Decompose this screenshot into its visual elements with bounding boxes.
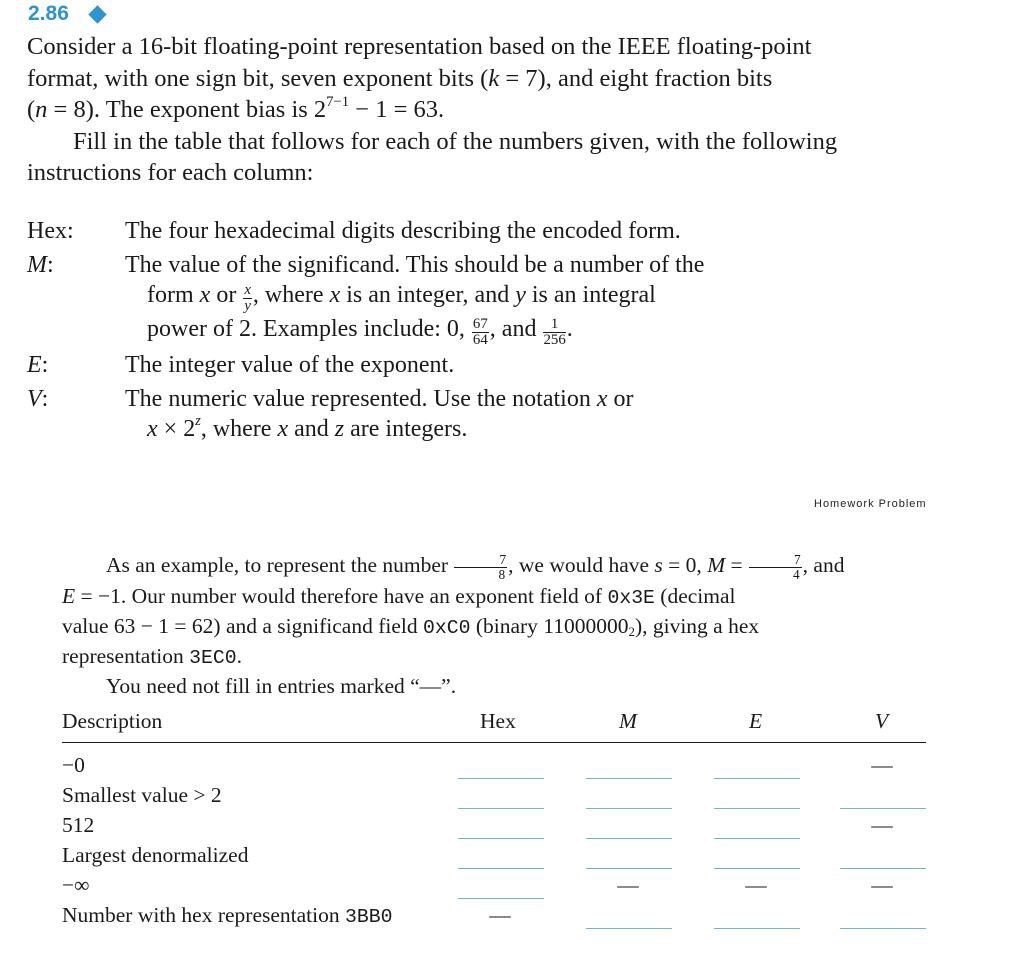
intro-line-3: (n = 8). The exponent bias is $2^{7-1} - 1 = 63$. <box>27 93 445 123</box>
e-answer-blank[interactable] <box>714 778 800 779</box>
fraction-7-4: $\frac{7}{4}$ <box>749 553 802 582</box>
m-answer-blank[interactable] <box>586 868 672 869</box>
v-not-required-dash: — <box>871 813 893 837</box>
example-line-3: value 63 − 1 = 62) and a significand field 0xC0 (binary $11000000_2$), giving a hex <box>62 614 760 640</box>
table-row <box>62 843 926 873</box>
example-line-4: representation 3EC0. <box>62 644 242 670</box>
table-row <box>62 783 926 813</box>
example-line-1: As an example, to represent the number $\frac{7}{8}$ , we would have s = 0, M = $\frac{7}{4}$ , and <box>106 552 845 583</box>
v-answer-blank[interactable] <box>840 868 926 869</box>
v-answer-blank[interactable] <box>840 928 926 929</box>
table-row <box>62 813 926 843</box>
fraction-67-64: $\frac{67}{64}$ <box>472 315 488 349</box>
def-hex <box>27 218 827 252</box>
footer-fragment: Homework Problem <box>814 498 927 510</box>
fraction-x-over-y: $\frac{x}{y}$ <box>244 281 251 315</box>
hex-answer-blank[interactable] <box>458 898 544 899</box>
def-text-hex: The four hexadecimal digits describing the encoded form. <box>125 218 681 244</box>
hex-answer-blank[interactable] <box>458 808 544 809</box>
table-row <box>62 873 926 903</box>
def-term-v: V: <box>27 386 49 412</box>
header-hex: Hex <box>480 709 516 733</box>
intro-line-4: Fill in the table that follows for each of the numbers given, with the following <box>73 127 838 155</box>
def-e <box>27 352 827 386</box>
header-description: Description <box>62 709 163 733</box>
intro-line-2: format, with one sign bit, seven exponent bits (k = 7), and eight fraction bits <box>27 64 773 92</box>
fraction-7-8: $\frac{7}{8}$ <box>454 553 507 582</box>
def-text-m-3: power of 2. Examples include: 0, $\frac{67}{64}$ , and $\frac{1}{256}$ . <box>147 315 573 349</box>
header-m: M <box>619 709 637 733</box>
e-answer-blank[interactable] <box>714 808 800 809</box>
hex-not-required-dash: — <box>489 903 511 927</box>
header-e: E <box>749 709 763 733</box>
m-answer-blank[interactable] <box>586 838 672 839</box>
m-answer-blank[interactable] <box>586 778 672 779</box>
m-answer-blank[interactable] <box>586 928 672 929</box>
m-answer-blank[interactable] <box>586 808 672 809</box>
def-text-v-1: The numeric value represented. Use the notation x or <box>125 386 634 412</box>
row-description: −∞ <box>62 873 90 897</box>
def-text-v-2: $x \times 2^z$, where x and z are integers. <box>147 413 468 442</box>
hex-answer-blank[interactable] <box>458 778 544 779</box>
e-answer-blank[interactable] <box>714 928 800 929</box>
example-line-2: E = −1. Our number would therefore have an exponent field of 0x3E (decimal <box>62 584 736 610</box>
v-not-required-dash: — <box>871 753 893 777</box>
intro-line-1: Consider a 16-bit floating-point representation based on the IEEE floating-point <box>27 33 812 60</box>
table-row <box>62 903 926 933</box>
row-description: Number with hex representation 3BB0 <box>62 903 393 928</box>
v-answer-blank[interactable] <box>840 808 926 809</box>
column-definitions <box>27 218 827 450</box>
hex-answer-blank[interactable] <box>458 868 544 869</box>
def-text-m-1: The value of the significand. This should be a number of the <box>125 252 705 278</box>
header-rule <box>62 742 926 743</box>
diamond-icon <box>88 5 106 23</box>
def-text-e: The integer value of the exponent. <box>125 352 455 378</box>
fraction-1-256: $\frac{1}{256}$ <box>543 315 566 349</box>
def-term-e: E: <box>27 352 49 378</box>
def-m <box>27 252 827 352</box>
intro-text <box>27 31 951 189</box>
table-row <box>62 753 926 783</box>
e-not-required-dash: — <box>745 873 767 897</box>
intro-line-5: instructions for each column: <box>27 159 314 186</box>
v-not-required-dash: — <box>871 873 893 897</box>
def-v <box>27 386 827 450</box>
def-term-m: M: <box>27 252 54 278</box>
def-text-m-2: form x or $\frac{x}{y}$ , where x is an integer, and y is an integral <box>147 281 656 315</box>
problem-header <box>28 2 104 26</box>
e-answer-blank[interactable] <box>714 838 800 839</box>
row-description: −0 <box>62 753 85 777</box>
row-description: 512 <box>62 813 95 837</box>
example-text <box>62 551 868 700</box>
def-term-hex: Hex: <box>27 218 74 244</box>
e-answer-blank[interactable] <box>714 868 800 869</box>
problem-number: 2.86 <box>28 2 69 25</box>
hex-answer-blank[interactable] <box>458 838 544 839</box>
example-line-5: You need not fill in entries marked “—”. <box>106 674 457 699</box>
row-description: Smallest value > 2 <box>62 783 222 807</box>
header-v: V <box>875 709 889 733</box>
m-not-required-dash: — <box>617 873 639 897</box>
row-description: Largest denormalized <box>62 843 249 867</box>
